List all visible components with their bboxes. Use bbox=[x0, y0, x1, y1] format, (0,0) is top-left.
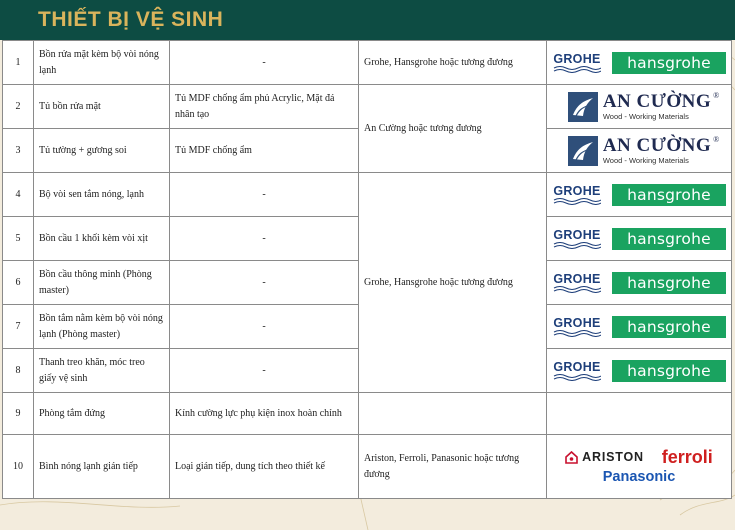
panasonic-logo: Panasonic bbox=[602, 469, 676, 485]
table-row bbox=[3, 393, 732, 435]
material: - bbox=[170, 173, 359, 217]
brand-text: An Cường hoặc tương đương bbox=[359, 85, 547, 173]
brand-logos bbox=[547, 41, 732, 85]
row-number: 9 bbox=[3, 393, 34, 435]
item-name: Tủ bồn rửa mặt bbox=[34, 85, 170, 129]
hansgrohe-logo: hansgrohe bbox=[612, 228, 726, 250]
material: Loại gián tiếp, dung tích theo thiết kế bbox=[170, 435, 359, 499]
brand-logos bbox=[547, 85, 732, 129]
grohe-wave-icon bbox=[553, 330, 601, 337]
grohe-logo: GROHE bbox=[552, 229, 602, 249]
brand-text bbox=[359, 393, 547, 435]
item-name: Tủ tường + gương soi bbox=[34, 129, 170, 173]
table-row bbox=[3, 41, 732, 85]
row-number: 4 bbox=[3, 173, 34, 217]
section-title: THIẾT BỊ VỆ SINH bbox=[38, 8, 224, 31]
brand-logos bbox=[547, 173, 732, 217]
hansgrohe-logo: hansgrohe bbox=[612, 272, 726, 294]
equipment-table bbox=[2, 40, 732, 499]
hansgrohe-logo: hansgrohe bbox=[612, 184, 726, 206]
ariston-house-icon bbox=[565, 451, 578, 464]
grohe-wave-icon bbox=[553, 242, 601, 249]
row-number: 1 bbox=[3, 41, 34, 85]
brand-logos bbox=[547, 349, 732, 393]
brand-text: Ariston, Ferroli, Panasonic hoặc tương đương bbox=[359, 435, 547, 499]
ancuong-logo: AN CƯỜNG ® Wood - Working Materials bbox=[552, 91, 726, 123]
brand-logos bbox=[547, 261, 732, 305]
item-name: Bồn rửa mặt kèm bộ vòi nóng lạnh bbox=[34, 41, 170, 85]
row-number: 5 bbox=[3, 217, 34, 261]
brand-logos-empty bbox=[547, 393, 732, 435]
item-name: Bình nóng lạnh gián tiếp bbox=[34, 435, 170, 499]
grohe-wave-icon bbox=[553, 66, 601, 73]
item-name: Thanh treo khăn, móc treo giấy vệ sinh bbox=[34, 349, 170, 393]
material: Kính cường lực phụ kiện inox hoàn chỉnh bbox=[170, 393, 359, 435]
brand-logos bbox=[547, 129, 732, 173]
hansgrohe-logo: hansgrohe bbox=[612, 316, 726, 338]
grohe-wave-icon bbox=[553, 198, 601, 205]
table-row bbox=[3, 173, 732, 217]
row-number: 3 bbox=[3, 129, 34, 173]
brand-text: Grohe, Hansgrohe hoặc tương đương bbox=[359, 173, 547, 393]
row-number: 6 bbox=[3, 261, 34, 305]
section-header bbox=[0, 0, 735, 40]
grohe-logo: GROHE bbox=[552, 53, 602, 73]
row-number: 2 bbox=[3, 85, 34, 129]
row-number: 8 bbox=[3, 349, 34, 393]
grohe-wave-icon bbox=[553, 286, 601, 293]
ancuong-logo: AN CƯỜNG ® Wood - Working Materials bbox=[552, 135, 726, 167]
material: - bbox=[170, 305, 359, 349]
row-number: 7 bbox=[3, 305, 34, 349]
hansgrohe-logo: hansgrohe bbox=[612, 360, 726, 382]
material: - bbox=[170, 217, 359, 261]
item-name: Phòng tắm đứng bbox=[34, 393, 170, 435]
brand-logos bbox=[547, 435, 732, 499]
grohe-logo: GROHE bbox=[552, 273, 602, 293]
table-row bbox=[3, 435, 732, 499]
brand-logos bbox=[547, 217, 732, 261]
ariston-logo: ARISTON bbox=[565, 449, 644, 465]
brand-text: Grohe, Hansgrohe hoặc tương đương bbox=[359, 41, 547, 85]
material: Tủ MDF chống ẩm bbox=[170, 129, 359, 173]
ancuong-emblem-icon bbox=[567, 135, 599, 167]
ancuong-emblem-icon bbox=[567, 91, 599, 123]
grohe-wave-icon bbox=[553, 374, 601, 381]
material: - bbox=[170, 41, 359, 85]
item-name: Bồn cầu thông minh (Phòng master) bbox=[34, 261, 170, 305]
item-name: Bồn cầu 1 khối kèm vòi xịt bbox=[34, 217, 170, 261]
grohe-logo: GROHE bbox=[552, 361, 602, 381]
hansgrohe-logo: hansgrohe bbox=[612, 52, 726, 74]
brand-logos bbox=[547, 305, 732, 349]
grohe-logo: GROHE bbox=[552, 317, 602, 337]
material: - bbox=[170, 261, 359, 305]
grohe-logo: GROHE bbox=[552, 185, 602, 205]
item-name: Bộ vòi sen tắm nóng, lạnh bbox=[34, 173, 170, 217]
row-number: 10 bbox=[3, 435, 34, 499]
material: - bbox=[170, 349, 359, 393]
item-name: Bồn tắm nằm kèm bộ vòi nóng lạnh (Phòng master) bbox=[34, 305, 170, 349]
material: Tủ MDF chống ẩm phủ Acrylic, Mặt đá nhân tạo bbox=[170, 85, 359, 129]
table-row bbox=[3, 85, 732, 129]
ferroli-logo: ferroli bbox=[661, 447, 713, 467]
